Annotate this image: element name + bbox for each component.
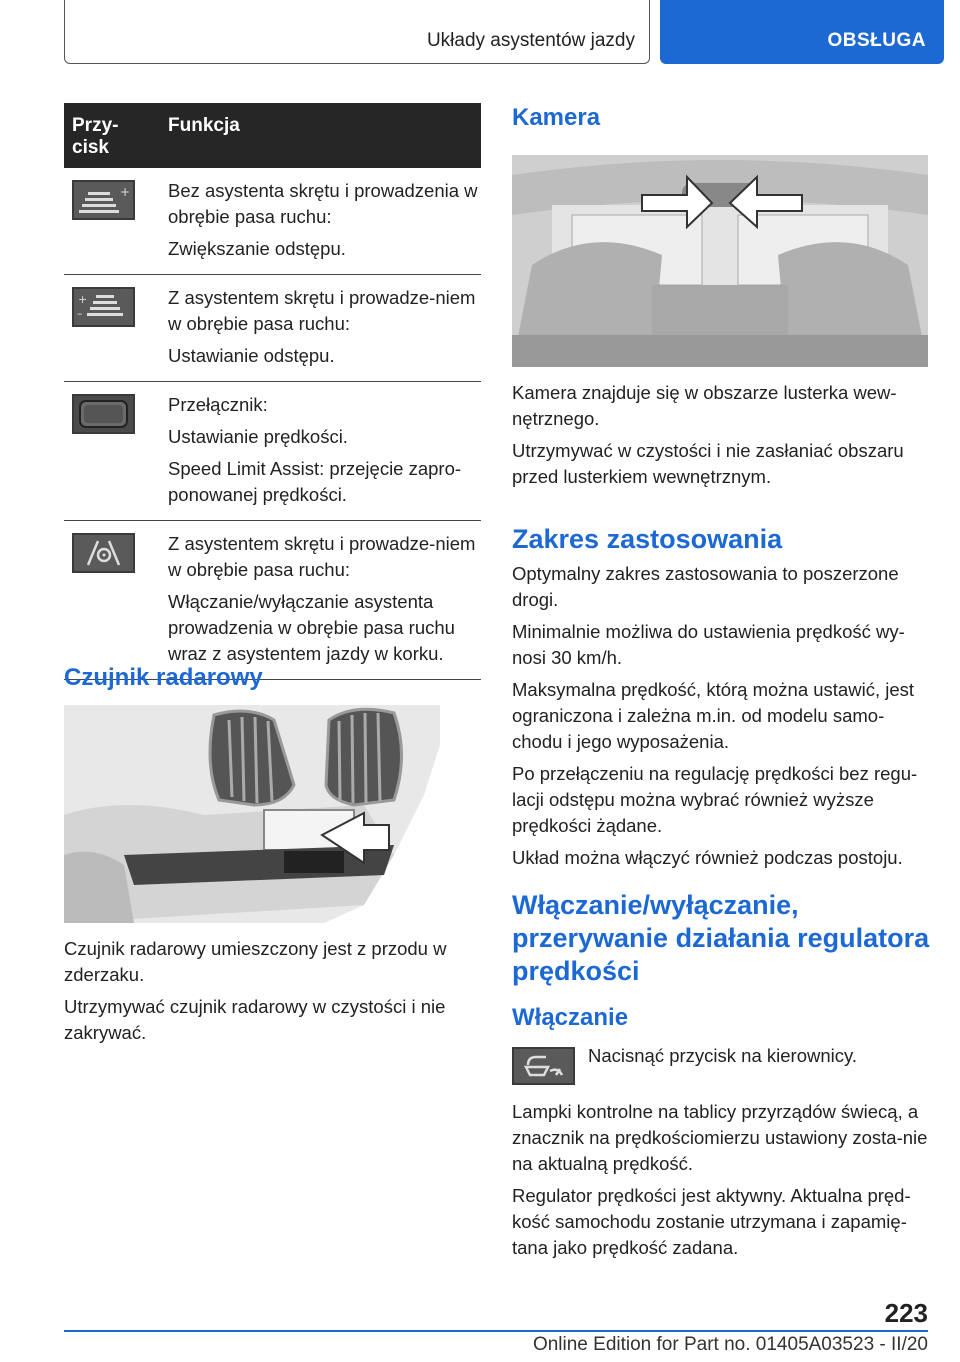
- cruise-control-button-icon: [512, 1047, 575, 1085]
- row-line: Zwiększanie odstępu.: [168, 238, 346, 259]
- on-paragraph: Lampki kontrolne na tablicy przyrządów świecą, a znacznik na prędkościomierzu ustawiony zosta-nie na aktualną prędkość.: [512, 1101, 928, 1174]
- radar-paragraph: Czujnik radarowy umieszczony jest z przodu w zderzaku.: [64, 938, 447, 985]
- header-chapter-title: OBSŁUGA: [827, 30, 926, 51]
- row-line: Z asystentem skrętu i prowadze-niem w obrębie pasa ruchu:: [168, 287, 476, 334]
- camera-paragraph: Utrzymywać w czystości i nie zasłaniać obszaru przed lusterkiem wewnętrznym.: [512, 440, 904, 487]
- range-paragraph: Maksymalna prędkość, którą można ustawić, jest ograniczona i zależna m.in. od modelu samo-chodu i jego wyposażenia.: [512, 679, 915, 752]
- on-heading: Włączanie: [512, 1004, 629, 1031]
- table-header: [64, 103, 481, 168]
- button-function-table: [64, 103, 481, 680]
- radar-heading: Czujnik radarowy: [64, 664, 263, 691]
- table-row: [64, 168, 481, 275]
- camera-paragraph: Kamera znajduje się w obszarze lusterka wew-nętrznego.: [512, 382, 897, 429]
- header-section-tab: [64, 0, 650, 64]
- on-paragraph: Regulator prędkości jest aktywny. Aktualna pręd-kość samochodu zostanie utrzymana i zapamię-tana jako prędkość zadana.: [512, 1185, 911, 1258]
- page-number: 223: [884, 1298, 928, 1328]
- table-row: [64, 521, 481, 680]
- footer-divider: [64, 1330, 928, 1332]
- range-paragraph: Minimalnie możliwa do ustawienia prędkość wy-nosi 30 km/h.: [512, 621, 905, 668]
- svg-text:–: –: [77, 307, 83, 320]
- steering-assist-icon: [72, 533, 135, 573]
- table-row: [64, 382, 481, 521]
- table-row: [64, 275, 481, 382]
- camera-heading: Kamera: [512, 104, 601, 131]
- footer-edition: Online Edition for Part no. 01405A03523 - II/20: [532, 1334, 928, 1355]
- camera-location-image: [512, 155, 928, 367]
- on-description: [512, 1099, 932, 1267]
- header-chapter-tab[interactable]: [660, 0, 944, 64]
- row-line: Ustawianie prędkości.: [168, 426, 348, 447]
- on-paragraph: Nacisnąć przycisk na kierownicy.: [588, 1045, 858, 1066]
- camera-description: [512, 380, 932, 496]
- radar-description: [64, 936, 464, 1052]
- range-description: [512, 561, 932, 877]
- row-line: Przełącznik:: [168, 394, 268, 415]
- row-line: Włączanie/wyłączanie asystenta prowadzenia w obrębie pasa ruchu wraz z asystentem jazdy w korku.: [168, 591, 455, 664]
- row-line: Bez asystenta skrętu i prowadzenia w obrębie pasa ruchu:: [168, 180, 478, 227]
- onoff-heading: Włączanie/wyłączanie, przerywanie działania regulatora prędkości: [512, 890, 930, 986]
- svg-text:+: +: [78, 293, 88, 306]
- range-paragraph: Optymalny zakres zastosowania to poszerzone drogi.: [512, 563, 899, 610]
- row-line: Z asystentem skrętu i prowadze-niem w obrębie pasa ruchu:: [168, 533, 476, 580]
- header-section-title: Układy asystentów jazdy: [426, 30, 635, 51]
- table-header-function: Funkcja: [168, 115, 240, 136]
- range-paragraph: Po przełączeniu na regulację prędkości bez regu-lacji odstępu można wybrać również wyższe prędkości żądane.: [512, 763, 918, 836]
- radar-sensor-image: [64, 705, 440, 923]
- lane-distance-minus-icon: [72, 287, 135, 327]
- on-instruction: [588, 1043, 928, 1075]
- range-paragraph: Układ można włączyć również podczas postoju.: [512, 847, 903, 868]
- range-heading: Zakres zastosowania: [512, 524, 783, 554]
- table-header-button: Przy- cisk: [72, 115, 119, 158]
- radar-paragraph: Utrzymywać czujnik radarowy w czystości i nie zakrywać.: [64, 996, 446, 1043]
- row-line: Ustawianie odstępu.: [168, 345, 335, 366]
- rocker-switch-icon: [72, 394, 135, 434]
- svg-text:+: +: [120, 185, 131, 199]
- lane-distance-plus-icon: [72, 180, 135, 220]
- row-line: Speed Limit Assist: przejęcie zapro-ponowanej prędkości.: [168, 458, 462, 505]
